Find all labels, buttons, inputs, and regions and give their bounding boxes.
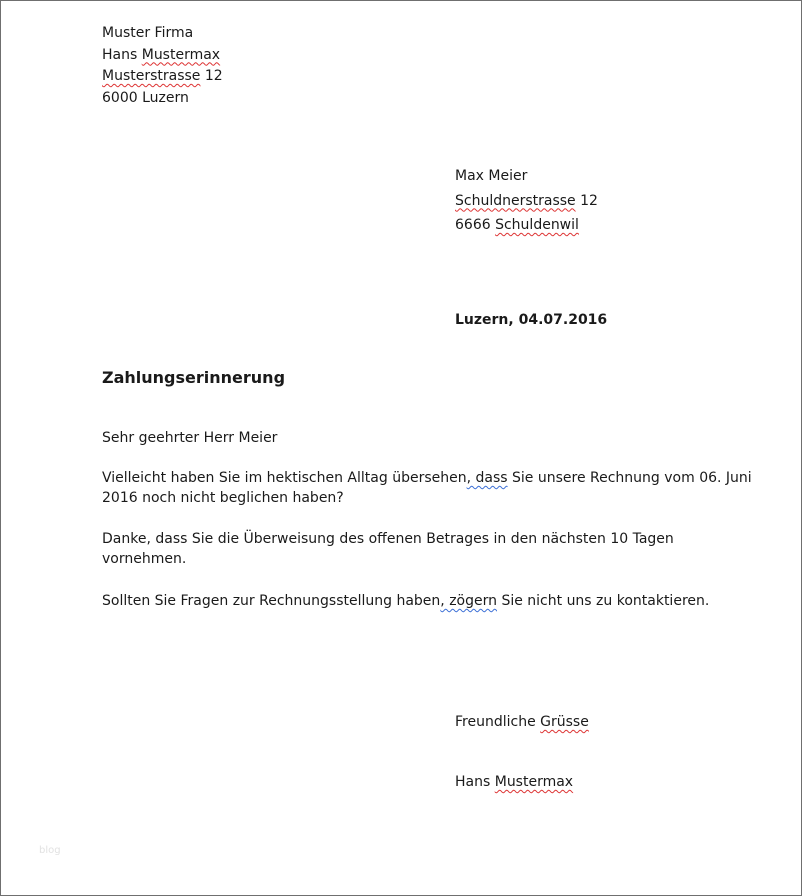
- sender-address: [102, 23, 223, 109]
- grammar-mark-dass: , dass: [466, 470, 508, 486]
- watermark: blog: [39, 845, 61, 856]
- closing: Freundliche Grüsse: [455, 714, 589, 730]
- paragraph-2-line-2: vornehmen.: [102, 551, 187, 567]
- recipient-town: Schuldenwil: [495, 217, 579, 233]
- paragraph-1: [102, 468, 752, 508]
- paragraph-3: [102, 591, 709, 611]
- recipient-name: Max Meier: [455, 168, 528, 184]
- paragraph-2: [102, 529, 674, 569]
- signature: Hans Mustermax: [455, 774, 574, 790]
- paragraph-1-line-1: Vielleicht haben Sie im hektischen Alltag übersehen, dass Sie unsere Rechnung vom 06. Juni: [102, 470, 752, 486]
- closing-word-gruesse: Grüsse: [540, 714, 589, 730]
- sender-company: Muster Firma: [102, 25, 194, 41]
- grammar-mark-zoegern: , zögern: [440, 593, 497, 609]
- recipient-address: [455, 164, 598, 238]
- sender-name-last: Mustermax: [141, 46, 221, 63]
- recipient-street-name: Schuldnerstrasse: [455, 192, 576, 209]
- recipient-street: Schuldnerstrasse 12: [455, 192, 598, 209]
- sender-city: 6000 Luzern: [102, 89, 189, 106]
- paragraph-1-line-2: 2016 noch nicht beglichen haben?: [102, 490, 344, 506]
- sender-street: Musterstrasse 12: [102, 68, 223, 84]
- paragraph-2-line-1: Danke, dass Sie die Überweisung des offenen Betrages in den nächsten 10 Tagen: [102, 531, 674, 547]
- subject-heading: Zahlungserinnerung: [102, 368, 286, 387]
- date-line: Luzern, 04.07.2016: [455, 312, 608, 328]
- sender-name: Hans Mustermax: [102, 46, 221, 63]
- paragraph-3-line-1: Sollten Sie Fragen zur Rechnungsstellung haben, zögern Sie nicht uns zu kontaktieren.: [102, 593, 710, 609]
- sender-street-name: Musterstrasse: [102, 68, 201, 84]
- recipient-city: 6666 Schuldenwil: [455, 217, 579, 233]
- signature-name-last: Mustermax: [494, 774, 574, 790]
- salutation: Sehr geehrter Herr Meier: [102, 430, 278, 446]
